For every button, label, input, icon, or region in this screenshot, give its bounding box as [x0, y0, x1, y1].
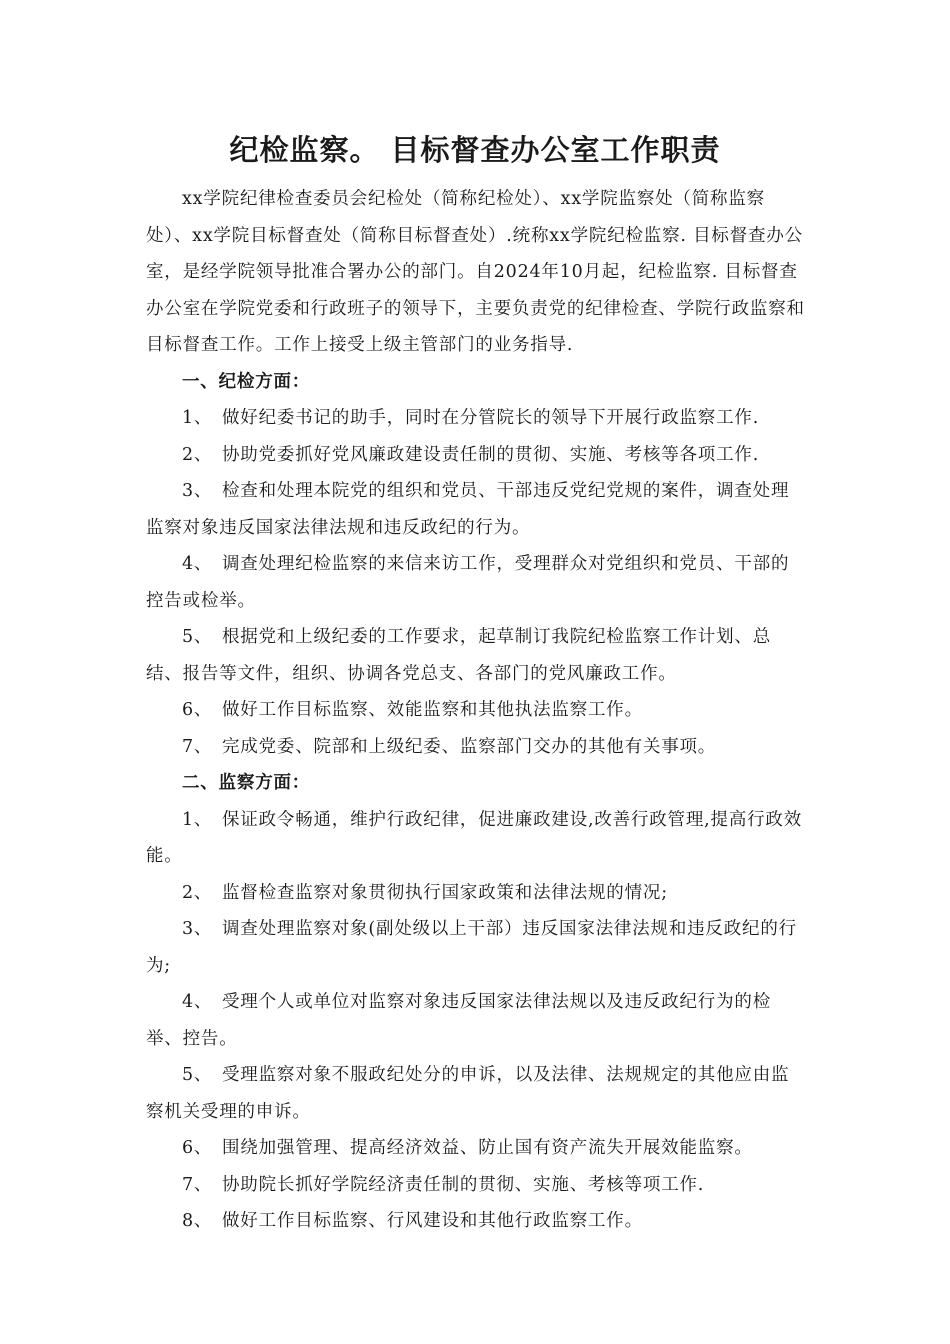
item-text: 做好工作目标监察、行风建设和其他行政监察工作。	[222, 1211, 643, 1231]
item-number: 1、	[182, 809, 213, 830]
item-text: 调查处理纪检监察的来信来访工作，受理群众对党组织和党员、干部的控告或检举。	[146, 554, 790, 611]
item-text: 围绕加强管理、提高经济效益、防止国有资产流失开展效能监察。	[222, 1138, 753, 1158]
item-number: 7、	[182, 1174, 213, 1195]
item-number: 7、	[182, 736, 213, 757]
item-text: 调查处理监察对象(副处级以上干部）违反国家法律法规和违反政纪的行为;	[146, 919, 797, 976]
item-number: 1、	[182, 408, 213, 428]
item-number: 3、	[182, 481, 213, 501]
item-text: 受理监察对象不服政纪处分的申诉，以及法律、法规规定的其他应由监察机关受理的申诉。	[146, 1065, 790, 1122]
document-title: 纪检监察。 目标督查办公室工作职责	[229, 133, 721, 167]
section-heading-discipline: 一、纪检方面：	[182, 371, 311, 392]
list-item	[146, 400, 806, 437]
list-item	[146, 1057, 806, 1130]
list-item	[146, 473, 806, 546]
item-number: 2、	[182, 882, 213, 903]
list-item	[146, 546, 806, 619]
list-item	[146, 729, 806, 766]
list-item	[146, 692, 806, 729]
item-text: 协助党委抓好党风廉政建设责任制的贯彻、实施、考核等各项工作.	[222, 444, 760, 465]
section-heading-supervision: 二、监察方面：	[182, 773, 311, 793]
item-number: 6、	[182, 700, 213, 720]
item-text: 根据党和上级纪委的工作要求，起草制订我院纪检监察工作计划、总结、报告等文件，组织、协调各党总支、各部门的党风廉政工作。	[146, 627, 771, 684]
item-text: 受理个人或单位对监察对象违反国家法律法规以及违反政纪行为的检举、控告。	[146, 992, 771, 1049]
item-number: 4、	[182, 992, 213, 1012]
list-item	[146, 984, 806, 1057]
item-text: 做好纪委书记的助手，同时在分管院长的领导下开展行政监察工作.	[222, 408, 760, 428]
item-number: 8、	[182, 1211, 213, 1231]
item-text: 完成党委、院部和上级纪委、监察部门交办的其他有关事项。	[222, 736, 717, 757]
item-number: 3、	[182, 919, 213, 939]
item-text: 做好工作目标监察、效能监察和其他执法监察工作。	[222, 700, 643, 720]
item-number: 6、	[182, 1138, 213, 1158]
item-text: 检查和处理本院党的组织和党员、干部违反党纪党规的案件，调查处理监察对象违反国家法律法规和违反政纪的行为。	[146, 481, 790, 538]
item-number: 2、	[182, 444, 213, 465]
list-item	[146, 911, 806, 984]
item-number: 5、	[182, 627, 213, 647]
intro-paragraph: xx学院纪律检查委员会纪检处（简称纪检处）、xx学院监察处（简称监察处）、xx学院目标督查处（简称目标督查处）.统称xx学院纪检监察. 目标督查办公室，是经学院领导批准合署办公的部门。自2024年10月起，纪检监察. 目标督查办公室在学院党委和行政班子的领导下，主要负责党的纪律检查、学院行政监察和目标督查工作。工作上接受上级主管部门的业务指导.	[146, 189, 805, 355]
list-item	[146, 437, 806, 474]
list-item	[146, 619, 806, 692]
item-number: 4、	[182, 554, 213, 574]
list-item	[146, 875, 806, 912]
list-item	[146, 1130, 806, 1167]
document-body	[146, 181, 806, 1240]
list-item	[146, 802, 806, 875]
item-number: 5、	[182, 1065, 213, 1085]
item-text: 监督检查监察对象贯彻执行国家政策和法律法规的情况;	[222, 882, 668, 903]
item-text: 保证政令畅通，维护行政纪律，促进廉政建设,改善行政管理,提高行政效能。	[146, 809, 803, 866]
item-text: 协助院长抓好学院经济责任制的贯彻、实施、考核等项工作.	[222, 1174, 705, 1195]
list-item	[146, 1203, 806, 1240]
list-item	[146, 1167, 806, 1204]
